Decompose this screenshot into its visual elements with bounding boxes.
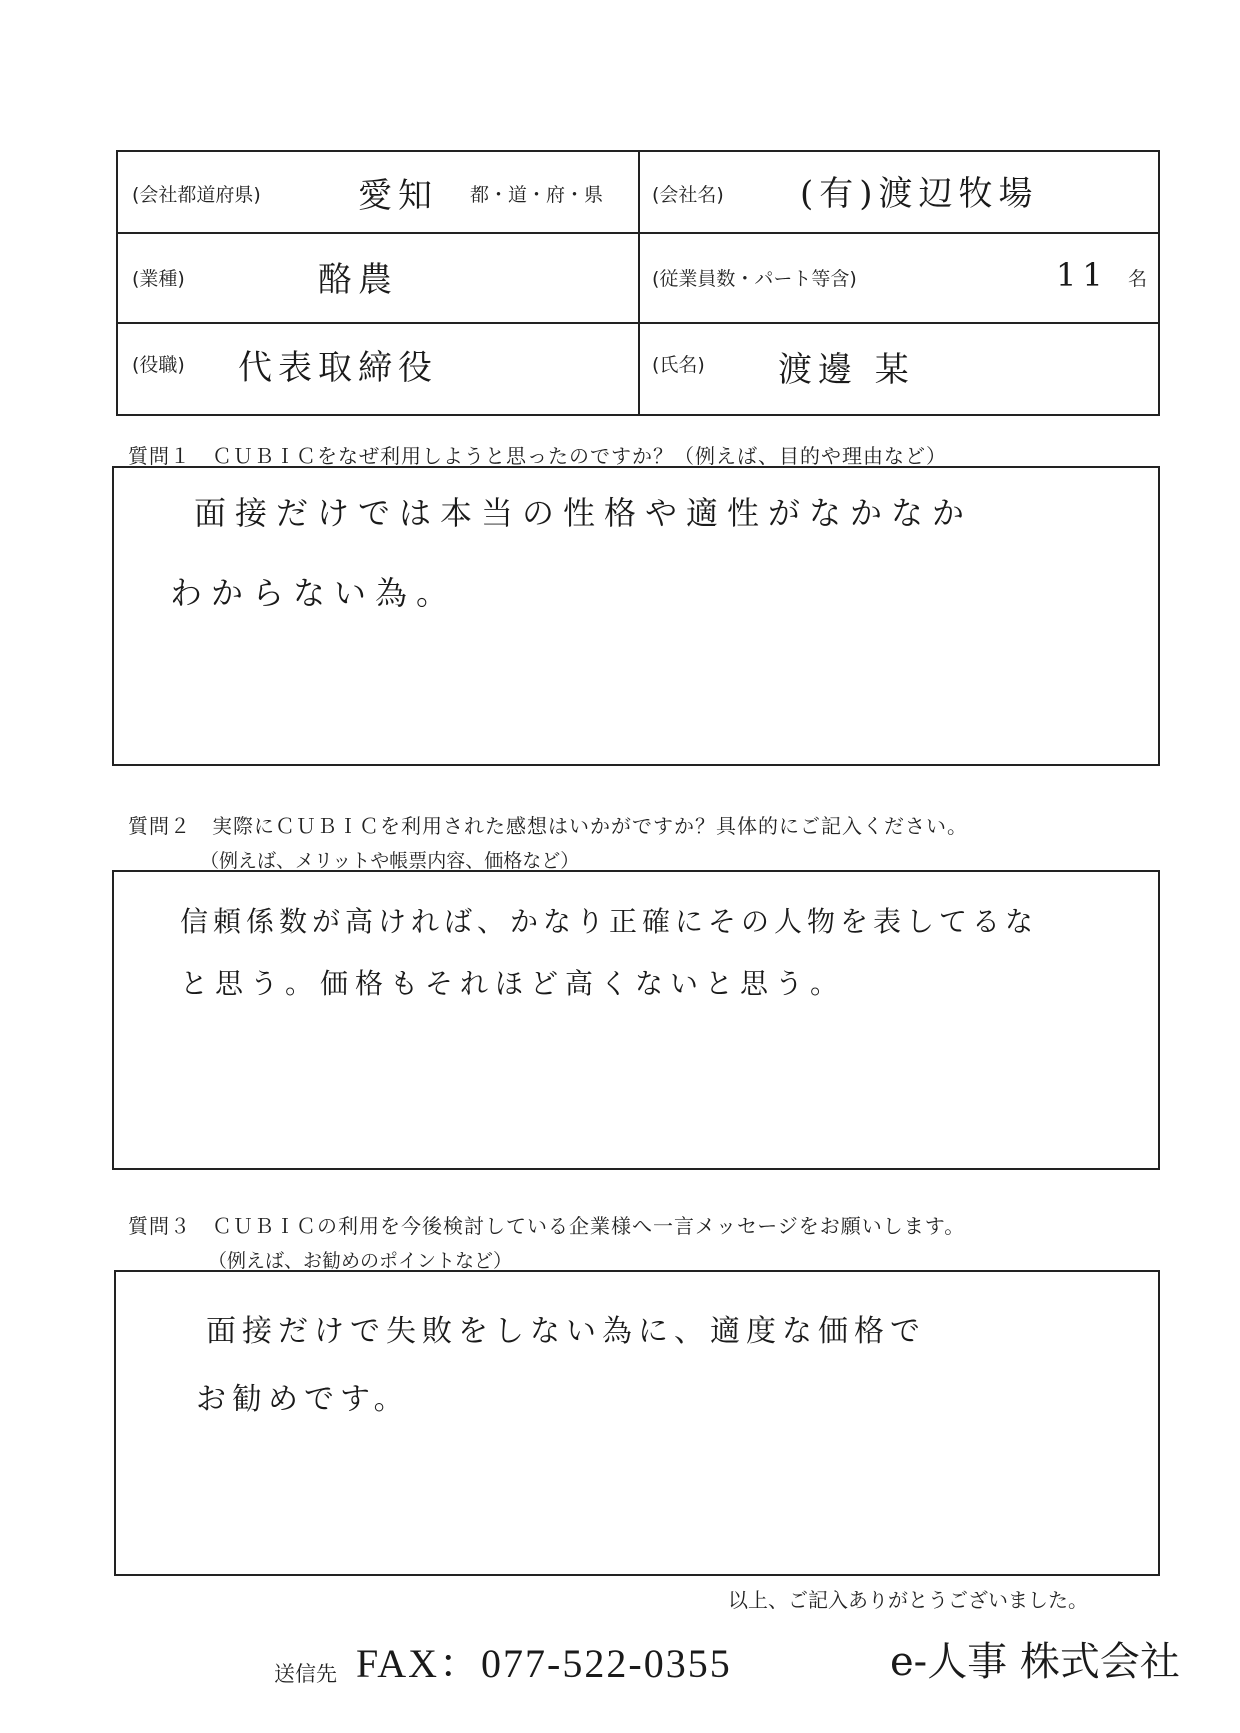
question-1-answer-line: わからない為。 [170, 574, 458, 612]
closing-thanks: 以上、ご記入ありがとうございました。 [728, 1588, 1088, 1612]
industry-label: (業種) [132, 268, 185, 290]
question-1-answer-line: 面接だけでは本当の性格や適性がなかなか [194, 494, 974, 532]
fax-number: FAX：077-522-0355 [356, 1641, 732, 1686]
fax-destination-label: 送信先 [274, 1662, 337, 1686]
prefecture-value: 愛知 [358, 176, 438, 216]
company-info-table [116, 150, 1160, 416]
company-name-footer: e-人事 株式会社 [890, 1639, 1180, 1685]
name-label: (氏名) [652, 354, 705, 376]
employees-label: (従業員数・パート等含) [652, 268, 857, 290]
question-2-answer-line: と思う。価格もそれほど高くないと思う。 [180, 967, 846, 1000]
question-3-answer-line: お勧めです。 [196, 1382, 410, 1417]
company-name-value: (有)渡辺牧場 [800, 174, 1039, 214]
industry-value: 酪農 [318, 260, 398, 300]
question-2-answer-box [112, 870, 1160, 1170]
question-2-hint: （例えば、メリットや帳票内容、価格など） [200, 850, 580, 872]
position-value: 代表取締役 [238, 348, 438, 388]
employees-value: 11 [1056, 256, 1109, 294]
question-3-answer-line: 面接だけで失敗をしない為に、適度な価格で [206, 1314, 926, 1349]
question-3-hint: （例えば、お勧めのポイントなど） [208, 1250, 513, 1272]
question-1-title: 質問１ ＣＵＢＩＣをなぜ利用しようと思ったのですか？（例えば、目的や理由など） [128, 444, 947, 468]
employees-unit: 名 [1128, 268, 1148, 290]
question-2-answer-line: 信頼係数が高ければ、かなり正確にその人物を表してるな [180, 905, 1039, 938]
question-3-answer-box [114, 1270, 1160, 1576]
table-column-divider [638, 152, 640, 414]
company-name-label: (会社名) [652, 184, 724, 206]
position-label: (役職) [132, 354, 185, 376]
question-1-answer-box [112, 466, 1160, 766]
question-2-title: 質問２ 実際にＣＵＢＩＣを利用された感想はいかがですか？具体的にご記入ください。 [128, 814, 968, 838]
prefecture-label: (会社都道府県) [132, 184, 261, 206]
prefecture-suffix: 都・道・府・県 [470, 184, 604, 206]
question-3-title: 質問３ ＣＵＢＩＣの利用を今後検討している企業様へ一言メッセージをお願いします。 [128, 1214, 966, 1238]
name-value: 渡邊 某 [778, 350, 915, 390]
